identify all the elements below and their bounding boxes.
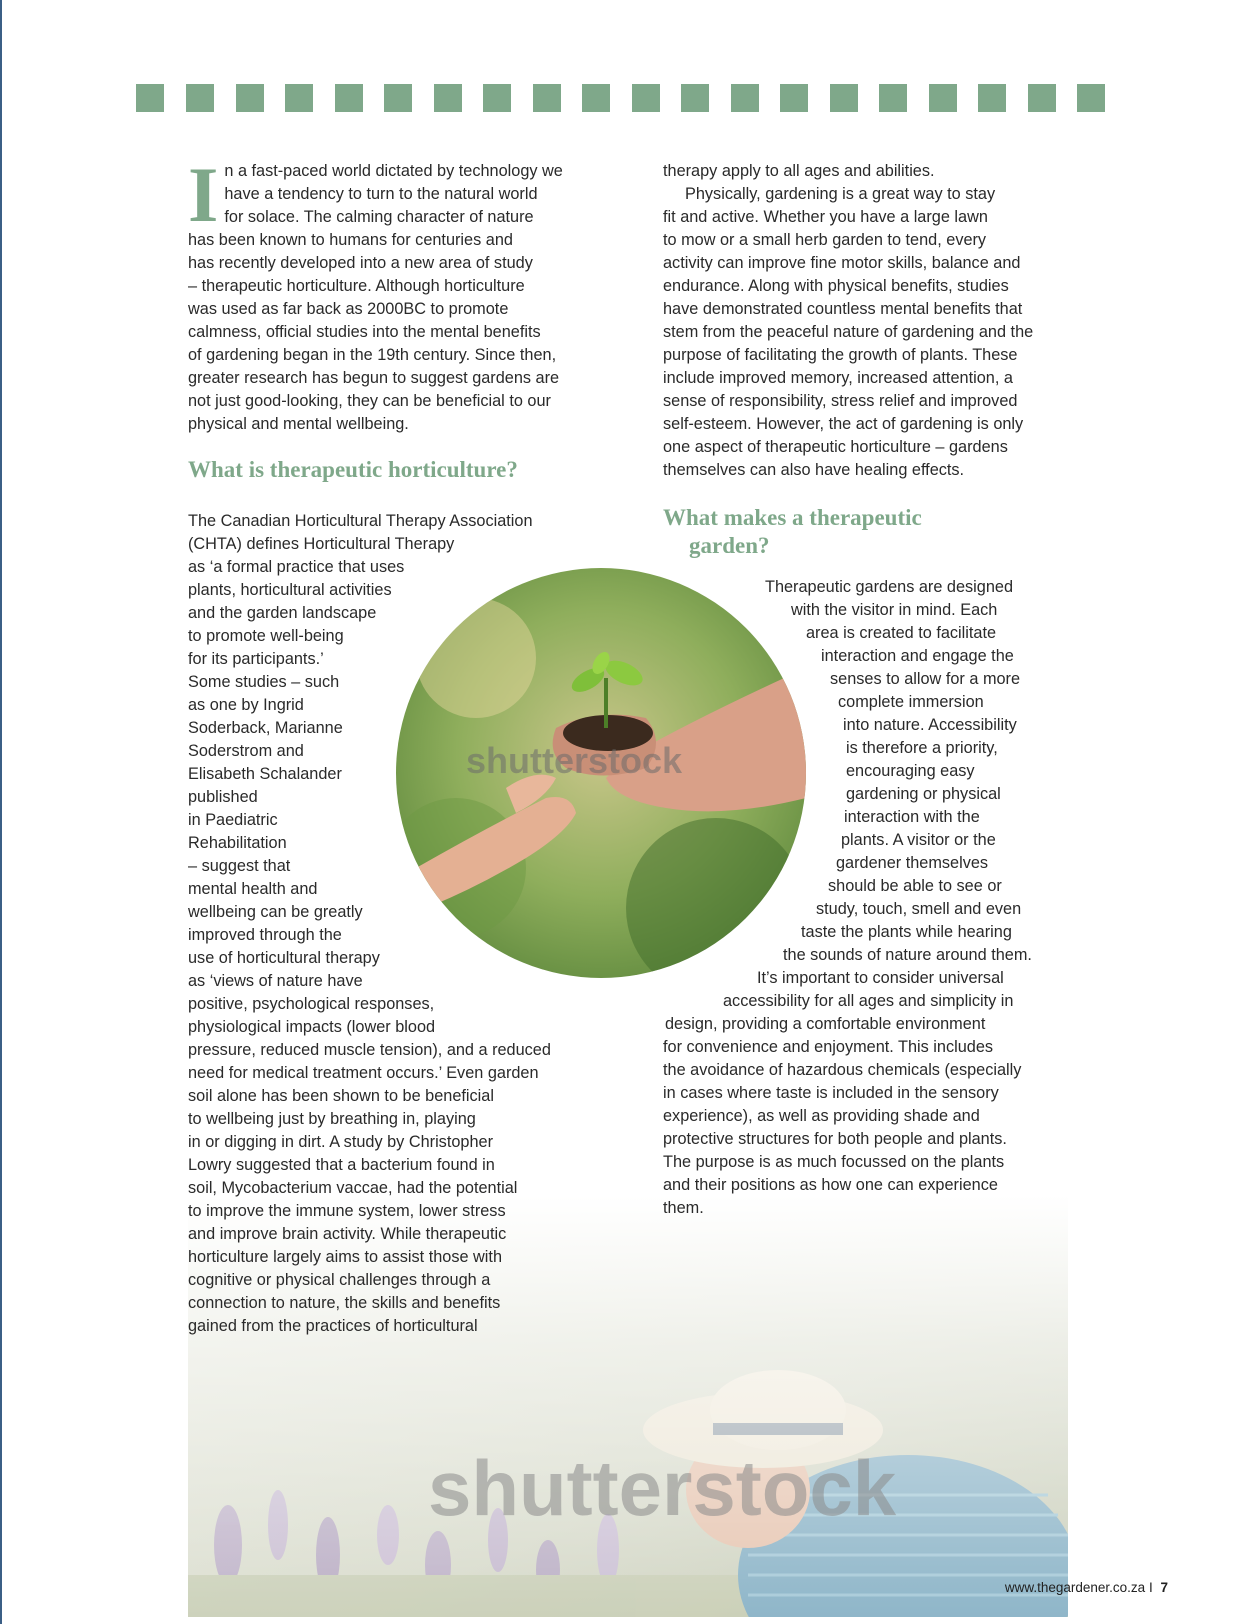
text-line: use of horticultural therapy [188,949,380,967]
text-line: sense of responsibility, stress relief and improved [663,392,1018,410]
text-line: to promote well-being [188,627,344,645]
text-line: and improve brain activity. While therapeutic [188,1225,507,1243]
text-line: mental health and [188,880,318,898]
text-line: not just good-looking, they can be beneficial to our [188,392,551,410]
text-line: positive, psychological responses, [188,995,435,1013]
page-edge-rule [0,0,2,1624]
text-line: – suggest that [188,857,291,875]
text-line: gardening or physical [846,785,1001,803]
text-line: physical and mental wellbeing. [188,415,409,433]
text-line: soil, Mycobacterium vaccae, had the potential [188,1179,518,1197]
physical-benefits-paragraph [663,160,1073,482]
text-line: Lowry suggested that a bacterium found in [188,1156,495,1174]
photo-watermark: shutterstock [466,740,683,781]
left-column [188,151,598,1338]
text-line: It’s important to consider universal [757,969,1004,987]
text-line: soil alone has been shown to be beneficial [188,1087,494,1105]
text-line: have demonstrated countless mental benefits that [663,300,1023,318]
text-line: Soderback, Marianne [188,719,343,737]
text-line: the sounds of nature around them. [783,946,1032,964]
text-line: as ‘a formal practice that uses [188,558,405,576]
text-line: published [188,788,258,806]
text-line: plants. A visitor or the [841,831,996,849]
drop-cap: I [188,151,219,238]
photo-watermark: shutterstock [428,1444,897,1532]
text-line: themselves can also have healing effects. [663,461,965,479]
text-line: fit and active. Whether you have a large lawn [663,208,988,226]
text-line: in cases where taste is included in the sensory [663,1084,999,1102]
text-line: in Paediatric [188,811,278,829]
text-line: self-esteem. However, the act of gardening is only [663,415,1024,433]
text-line: gained from the practices of horticultural [188,1317,478,1335]
text-line: senses to allow for a more [830,670,1021,688]
text-line: (CHTA) defines Horticultural Therapy [188,535,455,553]
text-line: one aspect of therapeutic horticulture – gardens [663,438,1008,456]
text-line: protective structures for both people and plants. [663,1130,1007,1148]
text-line: n a fast-paced world dictated by technology we [224,162,563,180]
text-line: as one by Ingrid [188,696,304,714]
text-line: has recently developed into a new area of study [188,254,533,272]
text-line: complete immersion [838,693,984,711]
text-line: activity can improve fine motor skills, balance and [663,254,1021,272]
text-line: them. [663,1199,704,1217]
page-footer [1005,1580,1168,1595]
text-line: has been known to humans for centuries and [188,231,513,249]
text-line: to wellbeing just by breathing in, playing [188,1110,476,1128]
footer-url[interactable]: www.thegardener.co.za [1004,1580,1146,1595]
section-heading-what-makes [663,504,1073,560]
text-line: Physically, gardening is a great way to stay [685,185,996,203]
heading-line: What makes a therapeutic [663,505,922,530]
text-line: improved through the [188,926,342,944]
decorative-square-strip [136,84,1122,112]
page-number: 7 [1160,1580,1168,1595]
text-line: physiological impacts (lower blood [188,1018,436,1036]
heading-line: garden? [689,533,770,558]
text-line: interaction with the [844,808,980,826]
text-line: need for medical treatment occurs.’ Even garden [188,1064,539,1082]
text-line: cognitive or physical challenges through a [188,1271,491,1289]
text-line: Therapeutic gardens are designed [765,578,1014,596]
text-line: greater research has begun to suggest gardens are [188,369,560,387]
text-line: accessibility for all ages and simplicity in [723,992,1014,1010]
text-line: calmness, official studies into the mental benefits [188,323,541,341]
text-line: area is created to facilitate [806,624,997,642]
text-line: encouraging easy [846,762,975,780]
footer-separator: I [1148,1580,1153,1595]
text-line: as ‘views of nature have [188,972,363,990]
right-column [663,160,1073,1220]
text-line: purpose of facilitating the growth of plants. These [663,346,1018,364]
chta-paragraph [188,510,598,1338]
text-line: Some studies – such [188,673,340,691]
text-line: of gardening began in the 19th century. Since then, [188,346,557,364]
text-line: interaction and engage the [821,647,1014,665]
text-line: was used as far back as 2000BC to promote [188,300,509,318]
text-line: horticulture largely aims to assist those with [188,1248,502,1266]
text-line: wellbeing can be greatly [188,903,363,921]
text-line: the avoidance of hazardous chemicals (especially [663,1061,1022,1079]
therapeutic-garden-paragraph [663,576,1073,1220]
text-line: Rehabilitation [188,834,287,852]
text-line: The purpose is as much focussed on the plants [663,1153,1005,1171]
text-line: in or digging in dirt. A study by Christopher [188,1133,493,1151]
text-line: to improve the immune system, lower stress [188,1202,506,1220]
text-line: should be able to see or [828,877,1002,895]
text-line: plants, horticultural activities [188,581,392,599]
intro-paragraph [188,151,598,436]
text-line: for solace. The calming character of nature [224,208,534,226]
text-line: pressure, reduced muscle tension), and a reduced [188,1041,551,1059]
text-line: endurance. Along with physical benefits, studies [663,277,1009,295]
text-line: taste the plants while hearing [801,923,1012,941]
text-line: to mow or a small herb garden to tend, every [663,231,987,249]
text-line: include improved memory, increased attention, a [663,369,1013,387]
section-heading-what-is: What is therapeutic horticulture? [188,457,518,482]
text-line: for its participants.’ [188,650,324,668]
text-line: therapy apply to all ages and abilities. [663,162,935,180]
text-line: Soderstrom and [188,742,304,760]
text-line: experience), as well as providing shade and [663,1107,980,1125]
text-line: have a tendency to turn to the natural world [224,185,538,203]
text-line: into nature. Accessibility [843,716,1017,734]
text-line: is therefore a priority, [846,739,998,757]
text-line: and the garden landscape [188,604,377,622]
text-line: connection to nature, the skills and benefits [188,1294,501,1312]
text-line: and their positions as how one can experience [663,1176,998,1194]
text-line: gardener themselves [836,854,989,872]
text-line: stem from the peaceful nature of gardening and the [663,323,1034,341]
text-line: for convenience and enjoyment. This includes [663,1038,994,1056]
text-line: with the visitor in mind. Each [791,601,998,619]
text-line: study, touch, smell and even [816,900,1022,918]
text-line: design, providing a comfortable environment [665,1015,986,1033]
text-line: – therapeutic horticulture. Although horticulture [188,277,525,295]
text-line: Elisabeth Schalander [188,765,342,783]
text-line: The Canadian Horticultural Therapy Association [188,512,533,530]
